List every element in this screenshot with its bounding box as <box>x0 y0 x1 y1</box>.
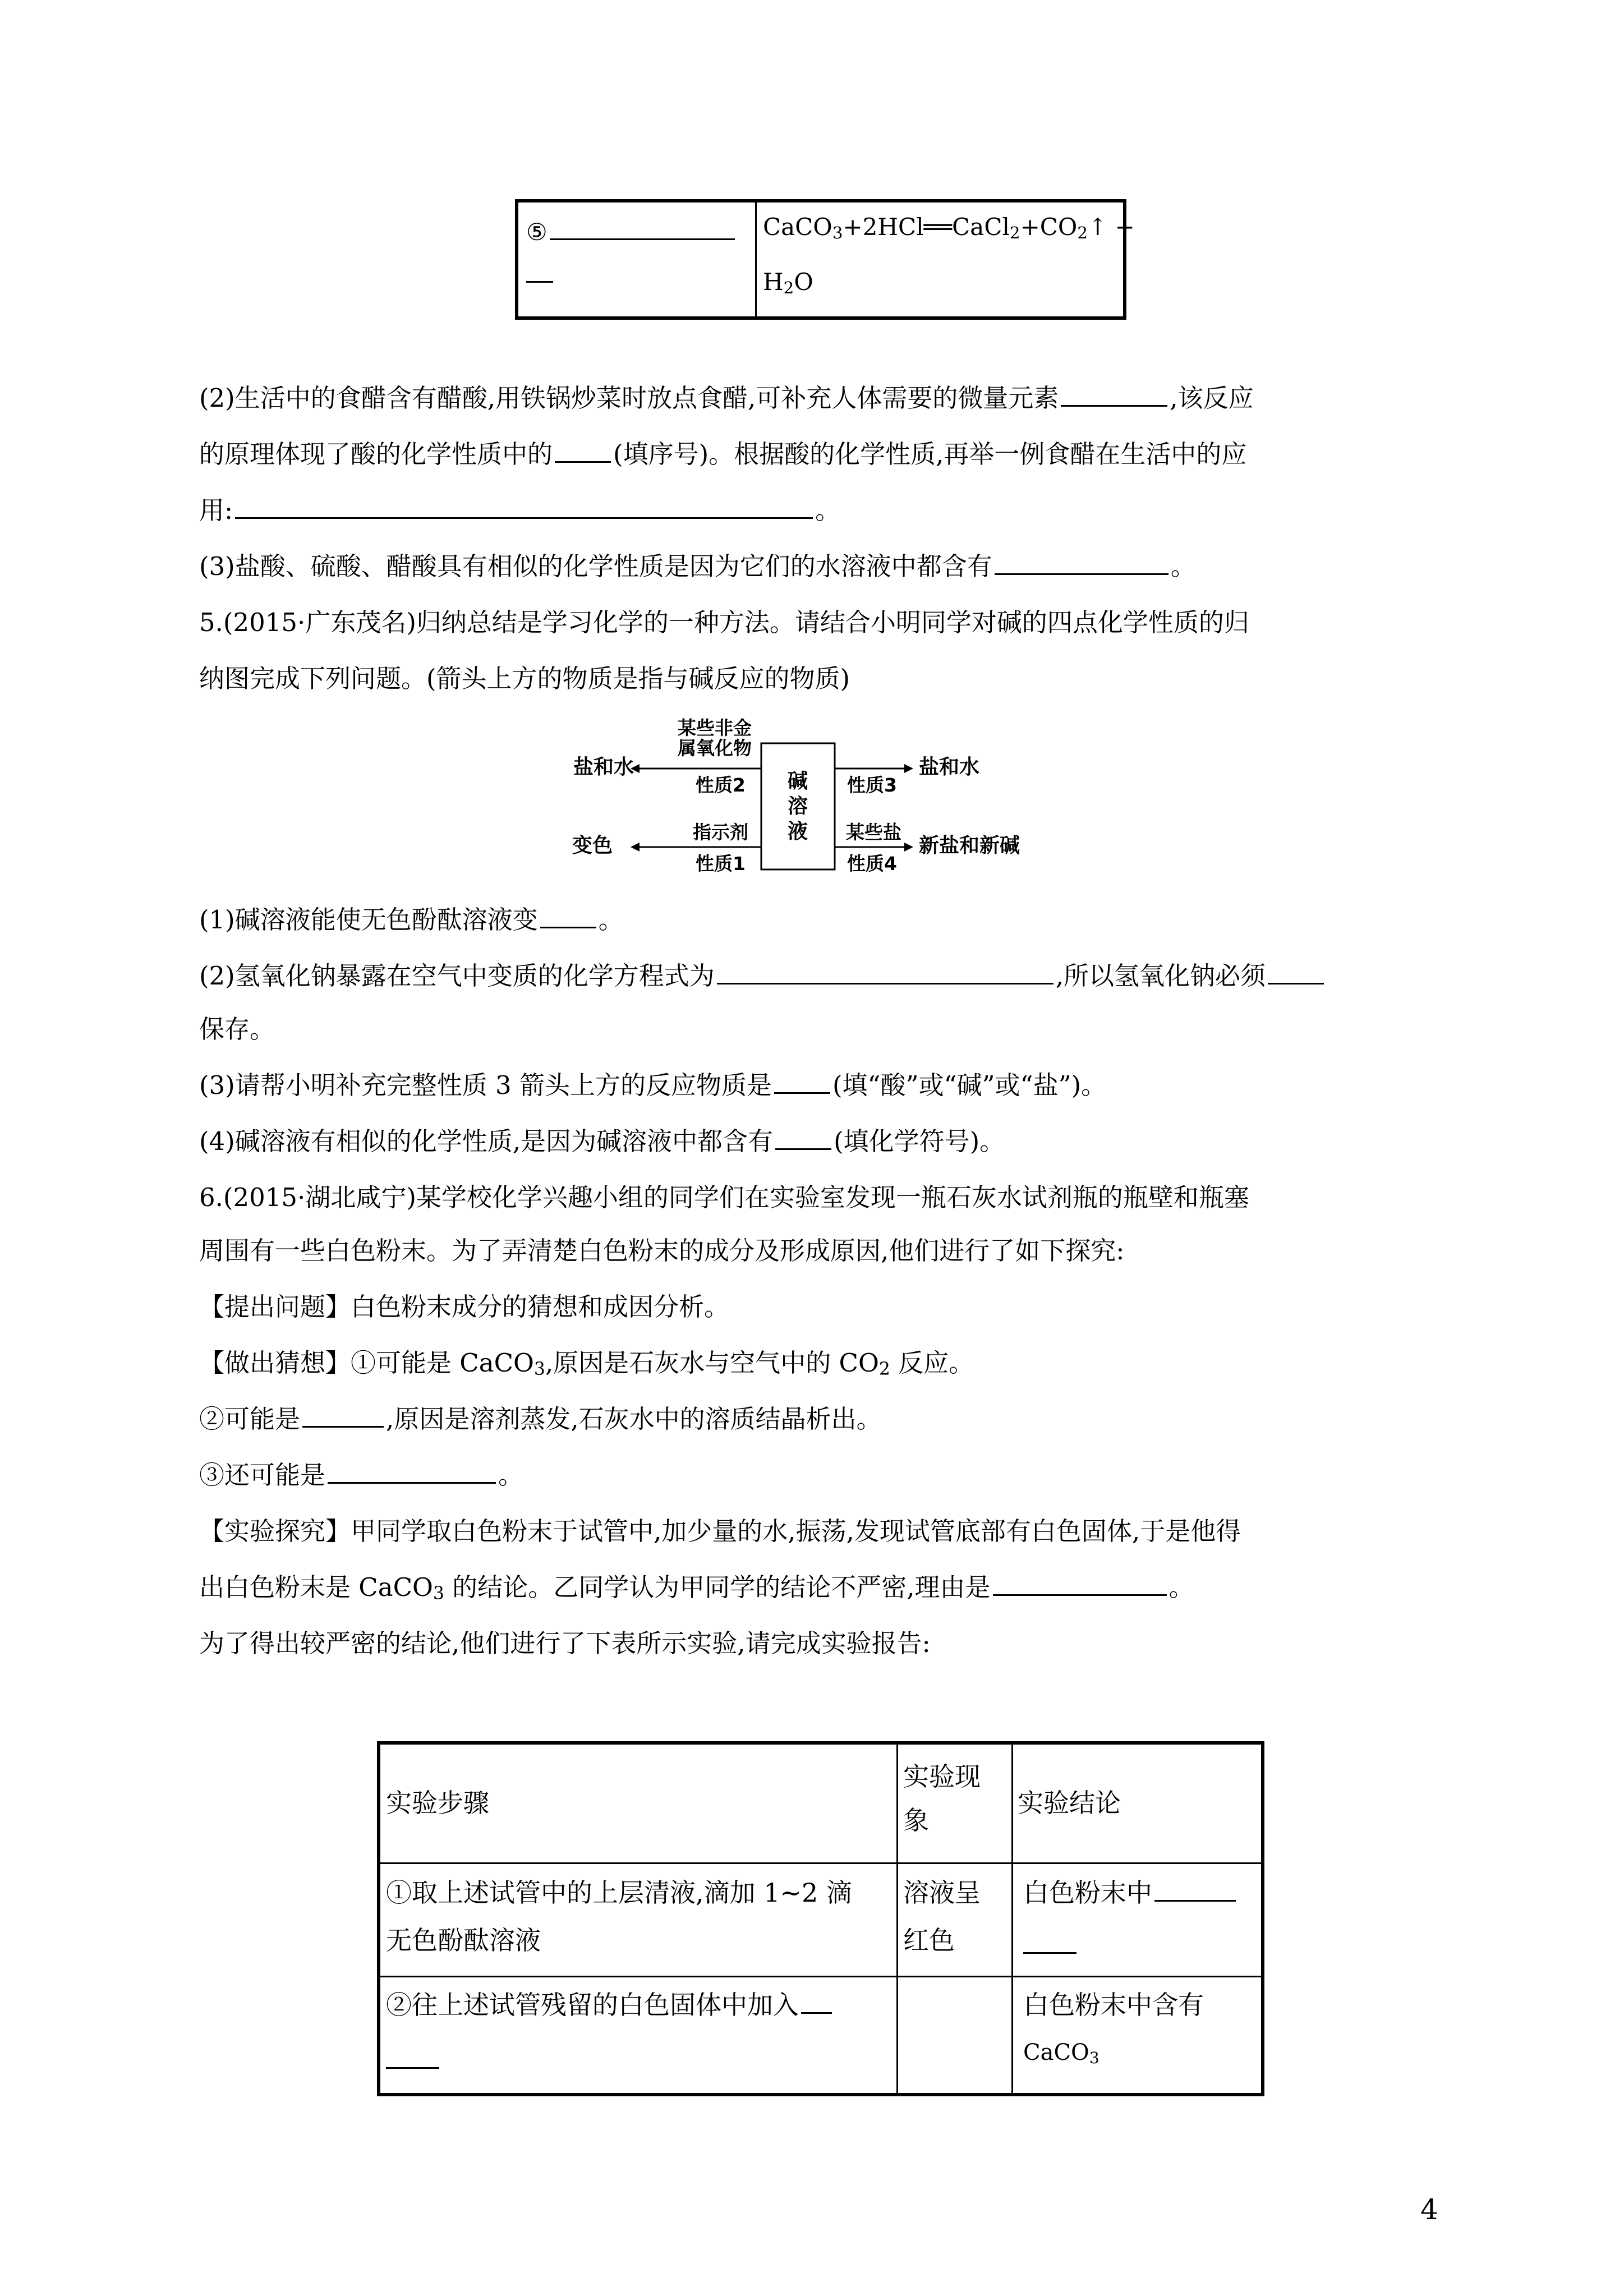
table-cell: ②往上述试管残留的白色固体中加入 <box>386 1983 834 2027</box>
answer-blank[interactable] <box>801 1989 832 2014</box>
q5-part1: (1)碱溶液能使无色酚酞溶液变 。 <box>199 903 624 937</box>
q5-part4: (4)碱溶液有相似的化学性质,是因为碱溶液中都含有 (填化学符号)。 <box>199 1125 1005 1158</box>
table-divider <box>380 1976 1261 1977</box>
answer-blank[interactable] <box>540 903 596 928</box>
answer-blank[interactable] <box>1268 959 1324 984</box>
reagent-label: 某些盐 <box>846 821 901 843</box>
table-header: 实验结论 <box>1018 1788 1121 1818</box>
reagent-label: 某些非金 <box>678 717 752 739</box>
q4-part2-line2: 的原理体现了酸的化学性质中的 (填序号)。根据酸的化学性质,再举一例食醋在生活中的应 <box>199 438 1246 471</box>
table-cell: ①取上述试管中的上层清液,滴加 1~2 滴 <box>386 1878 852 1908</box>
q5-part2: (2)氢氧化钠暴露在空气中变质的化学方程式为 ,所以氢氧化钠必须 <box>199 959 1326 993</box>
table-divider <box>1011 1745 1013 2093</box>
q6-raise-question: 【提出问题】白色粉末成分的猜想和成因分析。 <box>199 1292 730 1322</box>
center-label: 液 <box>788 820 808 843</box>
product-label: 新盐和新碱 <box>919 834 1020 857</box>
property-label: 性质2 <box>696 774 746 796</box>
table-cell: 白色粉末中 <box>1023 1871 1238 1915</box>
table-cell: 白色粉末中含有 <box>1023 1990 1204 2020</box>
answer-blank[interactable] <box>995 550 1168 575</box>
q6-experiment-line3: 为了得出较严密的结论,他们进行了下表所示实验,请完成实验报告: <box>199 1628 931 1658</box>
q6-experiment-line2: 出白色粉末是 CaCO$_3$ 的结论。乙同学认为甲同学的结论不严密,理由是 。 <box>199 1571 1194 1611</box>
q6-hypothesis-2: ②可能是 ,原因是溶剂蒸发,石灰水中的溶质结晶析出。 <box>199 1402 882 1436</box>
q4-part2-line3: 用: 。 <box>199 494 840 527</box>
q5-stem-line2: 纳图完成下列问题。(箭头上方的物质是指与碱反应的物质) <box>199 664 850 693</box>
answer-blank[interactable] <box>386 2067 439 2069</box>
table-cell: 溶液呈 <box>903 1878 981 1908</box>
table-header: 实验现 <box>903 1761 981 1792</box>
property-label: 性质3 <box>847 774 897 796</box>
q6-stem-line2: 周围有一些白色粉末。为了弄清楚白色粉末的成分及形成原因,他们进行了如下探究: <box>199 1236 1125 1266</box>
q6-hypothesis-1: 【做出猜想】①可能是 CaCO$_3$,原因是石灰水与空气中的 $CO_2$ 反应。 <box>199 1348 974 1379</box>
base-properties-diagram <box>572 712 1043 881</box>
answer-blank[interactable] <box>775 1125 831 1150</box>
answer-blank[interactable] <box>993 1571 1167 1596</box>
answer-blank[interactable] <box>302 1402 384 1428</box>
answer-blank[interactable] <box>774 1069 830 1094</box>
q6-experiment-line1: 【实验探究】甲同学取白色粉末于试管中,加少量的水,振荡,发现试管底部有白色固体,于是他得 <box>199 1516 1241 1546</box>
q5-part2-cont: 保存。 <box>199 1014 275 1044</box>
q4-part3: (3)盐酸、硫酸、醋酸具有相似的化学性质是因为它们的水溶液中都含有 。 <box>199 550 1196 583</box>
center-label: 溶 <box>788 795 808 818</box>
answer-blank[interactable] <box>717 959 1053 984</box>
answer-blank[interactable] <box>1023 1952 1076 1954</box>
answer-blank[interactable] <box>235 494 813 519</box>
product-label: 变色 <box>572 834 613 857</box>
product-label: 盐和水 <box>573 756 634 779</box>
table-divider <box>896 1745 898 2093</box>
answer-blank[interactable] <box>1061 381 1167 407</box>
q5-part3: (3)请帮小明补充完整性质 3 箭头上方的反应物质是 (填“酸”或“碱”或“盐”)。 <box>199 1069 1106 1102</box>
table-header: 象 <box>903 1805 929 1835</box>
q4-part2-line1: (2)生活中的食醋含有醋酸,用铁锅炒菜时放点食醋,可补充人体需要的微量元素 ,该反应 <box>199 381 1254 415</box>
table-header: 实验步骤 <box>386 1788 489 1818</box>
property-label: 性质4 <box>847 853 897 875</box>
reagent-label: 指示剂 <box>693 821 748 843</box>
q6-hypothesis-3: ③还可能是 。 <box>199 1458 523 1492</box>
page-number: 4 <box>1420 2193 1438 2226</box>
table-divider <box>755 203 757 316</box>
table-cell: 无色酚酞溶液 <box>386 1925 541 1955</box>
table-row-label: ⑤ <box>526 215 737 246</box>
answer-blank[interactable] <box>555 438 611 463</box>
answer-blank[interactable] <box>550 215 735 240</box>
property-label: 性质1 <box>696 853 746 875</box>
product-label: 盐和水 <box>919 756 980 779</box>
reagent-label: 属氧化物 <box>678 737 752 759</box>
table-divider <box>380 1862 1261 1864</box>
center-label: 碱 <box>788 770 808 793</box>
answer-blank[interactable] <box>526 281 553 283</box>
q6-stem-line1: 6.(2015·湖北咸宁)某学校化学兴趣小组的同学们在实验室发现一瓶石灰水试剂瓶的瓶壁和瓶塞 <box>199 1182 1249 1212</box>
q5-stem-line1: 5.(2015·广东茂名)归纳总结是学习化学的一种方法。请结合小明同学对碱的四点化学性质的归 <box>199 608 1249 637</box>
table-cell: 红色 <box>903 1925 955 1955</box>
answer-blank[interactable] <box>328 1458 496 1484</box>
table-cell: CaCO$_3$ <box>1023 2040 1099 2067</box>
experiment-report-table <box>377 1741 1264 2096</box>
reaction-equation-cont: $H_2O$ <box>763 268 813 297</box>
reaction-equation: $CaCO_3+2HCl══CaCl_2+CO_2↑$ + <box>763 213 1135 242</box>
reaction-table <box>515 199 1135 320</box>
answer-blank[interactable] <box>1154 1876 1236 1902</box>
